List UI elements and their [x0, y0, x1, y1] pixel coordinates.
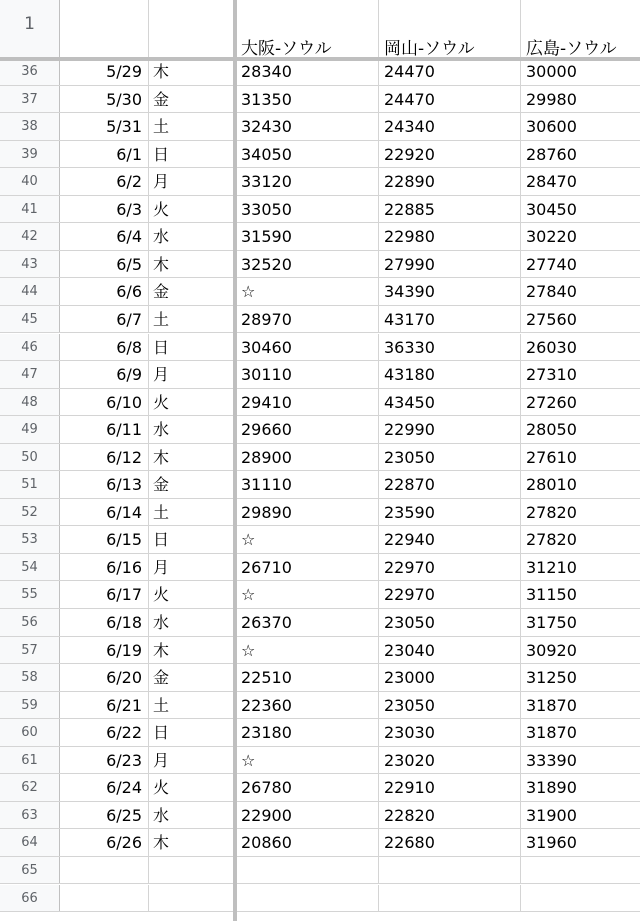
weekday-cell[interactable]: 木	[149, 444, 234, 471]
weekday-cell[interactable]: 木	[149, 251, 234, 278]
hiroshima-seoul-cell[interactable]: 30220	[526, 227, 577, 247]
weekday-cell[interactable]: 火	[149, 581, 234, 608]
okayama-seoul-cell[interactable]: 43170	[379, 306, 521, 333]
date-cell[interactable]: 6/14	[60, 499, 149, 526]
date-cell[interactable]: 6/9	[60, 361, 149, 388]
osaka-seoul-cell[interactable]: 32520	[237, 251, 379, 278]
date-cell[interactable]: 6/4	[60, 223, 149, 250]
table-row	[0, 609, 640, 637]
okayama-seoul-cell[interactable]: 22970	[379, 581, 521, 608]
weekday-cell[interactable]: 火	[149, 774, 234, 801]
osaka-seoul-cell[interactable]: ☆	[237, 278, 379, 305]
row-number[interactable]: 64	[0, 829, 60, 856]
hiroshima-seoul-cell[interactable]: 30450	[526, 199, 577, 219]
weekday-cell[interactable]: 月	[149, 554, 234, 581]
hiroshima-seoul-cell[interactable]: 31870	[526, 723, 577, 743]
hiroshima-seoul-cell[interactable]: 28050	[526, 420, 577, 440]
date-cell[interactable]: 6/7	[60, 306, 149, 333]
okayama-seoul-cell[interactable]: 43180	[379, 361, 521, 388]
header-cell-osaka-seoul[interactable]: 大阪-ソウル	[237, 0, 379, 57]
row-number[interactable]: 53	[0, 526, 60, 553]
row-number[interactable]: 65	[0, 857, 60, 884]
okayama-seoul-cell[interactable]: 22680	[379, 829, 521, 856]
okayama-seoul-cell[interactable]: 22990	[379, 416, 521, 443]
date-cell[interactable]: 6/5	[60, 251, 149, 278]
weekday-cell[interactable]: 木	[149, 637, 234, 664]
date-cell[interactable]: 6/11	[60, 416, 149, 443]
row-number[interactable]: 37	[0, 86, 60, 113]
weekday-cell[interactable]: 木	[149, 829, 234, 856]
date-cell[interactable]: 6/3	[60, 196, 149, 223]
row-number[interactable]: 59	[0, 692, 60, 719]
weekday-cell[interactable]: 火	[149, 196, 234, 223]
date-cell[interactable]: 6/26	[60, 829, 149, 856]
table-row	[0, 196, 640, 224]
osaka-seoul-cell[interactable]: 26780	[237, 774, 379, 801]
weekday-cell[interactable]: 月	[149, 747, 234, 774]
row-number[interactable]: 63	[0, 802, 60, 829]
date-cell[interactable]: 6/19	[60, 637, 149, 664]
weekday-cell[interactable]: 火	[149, 389, 234, 416]
osaka-seoul-cell[interactable]: 28900	[237, 444, 379, 471]
osaka-seoul-cell[interactable]: 22360	[237, 692, 379, 719]
weekday-cell[interactable]: 土	[149, 499, 234, 526]
osaka-seoul-cell[interactable]: 22900	[237, 802, 379, 829]
weekday-cell[interactable]: 金	[149, 471, 234, 498]
osaka-seoul-cell[interactable]: ☆	[237, 581, 379, 608]
row-number[interactable]: 51	[0, 471, 60, 498]
okayama-seoul-cell[interactable]: 22885	[379, 196, 521, 223]
osaka-seoul-cell[interactable]: 29660	[237, 416, 379, 443]
table-row	[0, 444, 640, 472]
hiroshima-seoul-cell[interactable]: 33390	[526, 750, 577, 770]
weekday-cell[interactable]	[149, 857, 234, 884]
hiroshima-seoul-cell[interactable]	[521, 857, 640, 884]
header-cell-okayama-seoul[interactable]: 岡山-ソウル	[379, 0, 521, 57]
header-cell-weekday[interactable]	[149, 0, 234, 57]
weekday-cell[interactable]: 日	[149, 719, 234, 746]
osaka-seoul-cell[interactable]: 29890	[237, 499, 379, 526]
weekday-cell[interactable]: 月	[149, 168, 234, 195]
date-cell[interactable]: 6/6	[60, 278, 149, 305]
date-cell[interactable]	[60, 857, 149, 884]
date-cell[interactable]: 5/31	[60, 113, 149, 140]
weekday-cell[interactable]: 日	[149, 526, 234, 553]
hiroshima-seoul-cell[interactable]: 31250	[526, 668, 577, 688]
table-row	[0, 168, 640, 196]
table-row	[0, 58, 640, 86]
row-number[interactable]: 55	[0, 581, 60, 608]
hiroshima-seoul-cell[interactable]: 26030	[526, 337, 577, 357]
hiroshima-seoul-cell[interactable]: 30000	[526, 62, 577, 81]
osaka-seoul-cell[interactable]: 26710	[237, 554, 379, 581]
row-number[interactable]: 41	[0, 196, 60, 223]
okayama-seoul-cell[interactable]: 34390	[379, 278, 521, 305]
osaka-seoul-cell[interactable]: 28970	[237, 306, 379, 333]
osaka-seoul-cell[interactable]: 30110	[237, 361, 379, 388]
osaka-seoul-cell[interactable]: 29410	[237, 389, 379, 416]
row-number[interactable]: 56	[0, 609, 60, 636]
row-number[interactable]: 43	[0, 251, 60, 278]
hiroshima-seoul-cell[interactable]: 30600	[526, 117, 577, 137]
hiroshima-seoul-cell[interactable]: 31900	[526, 805, 577, 825]
okayama-seoul-cell[interactable]: 22940	[379, 526, 521, 553]
table-row	[0, 747, 640, 775]
hiroshima-seoul-cell[interactable]: 31150	[526, 585, 577, 605]
date-cell[interactable]: 6/17	[60, 581, 149, 608]
hiroshima-seoul-cell[interactable]: 27820	[526, 502, 577, 522]
hiroshima-seoul-cell[interactable]: 31210	[526, 557, 577, 577]
osaka-seoul-cell[interactable]: ☆	[237, 747, 379, 774]
osaka-seoul-cell[interactable]: 28340	[237, 58, 379, 85]
osaka-seoul-cell[interactable]	[237, 857, 379, 884]
row-number[interactable]: 61	[0, 747, 60, 774]
row-number[interactable]: 36	[0, 58, 60, 85]
date-cell[interactable]: 6/25	[60, 802, 149, 829]
table-row	[0, 416, 640, 444]
osaka-seoul-cell[interactable]: 30460	[237, 334, 379, 361]
osaka-seoul-cell[interactable]: 34050	[237, 141, 379, 168]
okayama-seoul-cell[interactable]: 36330	[379, 334, 521, 361]
date-cell[interactable]: 6/10	[60, 389, 149, 416]
row-number[interactable]: 50	[0, 444, 60, 471]
hiroshima-seoul-cell[interactable]: 28010	[526, 475, 577, 495]
hiroshima-seoul-cell[interactable]: 31750	[526, 613, 577, 632]
okayama-seoul-cell[interactable]: 24340	[379, 113, 521, 140]
okayama-seoul-cell[interactable]: 22820	[379, 802, 521, 829]
date-cell[interactable]: 6/24	[60, 774, 149, 801]
date-cell[interactable]	[60, 885, 149, 912]
table-row	[0, 554, 640, 582]
table-row	[0, 306, 640, 334]
row-number[interactable]: 60	[0, 719, 60, 746]
table-row	[0, 802, 640, 830]
table-row	[0, 581, 640, 609]
okayama-seoul-cell[interactable]	[379, 857, 521, 884]
osaka-seoul-cell[interactable]: ☆	[237, 637, 379, 664]
row-number[interactable]: 57	[0, 637, 60, 664]
osaka-seoul-cell[interactable]: 31350	[237, 86, 379, 113]
header-row	[0, 0, 640, 58]
okayama-seoul-cell[interactable]: 23030	[379, 719, 521, 746]
weekday-cell[interactable]: 水	[149, 609, 234, 636]
row-number[interactable]: 52	[0, 499, 60, 526]
weekday-cell[interactable]: 水	[149, 802, 234, 829]
hiroshima-seoul-cell[interactable]: 27310	[526, 365, 577, 385]
osaka-seoul-cell[interactable]: 23180	[237, 719, 379, 746]
hiroshima-seoul-cell[interactable]: 27560	[526, 309, 577, 329]
date-cell[interactable]: 6/2	[60, 168, 149, 195]
weekday-cell[interactable]	[149, 885, 234, 912]
date-cell[interactable]: 5/30	[60, 86, 149, 113]
row-number[interactable]: 49	[0, 416, 60, 443]
weekday-cell[interactable]: 木	[149, 58, 234, 85]
weekday-cell[interactable]: 土	[149, 113, 234, 140]
okayama-seoul-cell[interactable]: 22970	[379, 554, 521, 581]
date-cell[interactable]: 6/20	[60, 664, 149, 691]
table-row	[0, 223, 640, 251]
okayama-seoul-cell[interactable]: 23050	[379, 692, 521, 719]
okayama-seoul-cell[interactable]: 23000	[379, 664, 521, 691]
osaka-seoul-cell[interactable]: 26370	[237, 609, 379, 636]
hiroshima-seoul-cell[interactable]: 27820	[526, 530, 577, 550]
date-cell[interactable]: 6/22	[60, 719, 149, 746]
hiroshima-seoul-cell[interactable]: 31890	[526, 778, 577, 798]
okayama-seoul-cell[interactable]	[379, 885, 521, 912]
row-number[interactable]: 44	[0, 278, 60, 305]
date-cell[interactable]: 6/21	[60, 692, 149, 719]
table-row	[0, 86, 640, 114]
date-cell[interactable]: 5/29	[60, 58, 149, 85]
osaka-seoul-cell[interactable]: 31110	[237, 471, 379, 498]
okayama-seoul-cell[interactable]: 24470	[379, 58, 521, 85]
table-row	[0, 141, 640, 169]
frozen-column-divider[interactable]	[233, 0, 237, 921]
row-number[interactable]: 62	[0, 774, 60, 801]
table-row	[0, 774, 640, 802]
weekday-cell[interactable]: 日	[149, 141, 234, 168]
osaka-seoul-cell[interactable]: 33050	[237, 196, 379, 223]
okayama-seoul-cell[interactable]: 22870	[379, 471, 521, 498]
date-cell[interactable]: 6/15	[60, 526, 149, 553]
okayama-seoul-cell[interactable]: 22890	[379, 168, 521, 195]
table-row	[0, 499, 640, 527]
okayama-seoul-cell[interactable]: 23020	[379, 747, 521, 774]
table-row	[0, 334, 640, 362]
table-row	[0, 719, 640, 747]
date-cell[interactable]: 6/8	[60, 334, 149, 361]
row-number[interactable]: 48	[0, 389, 60, 416]
hiroshima-seoul-cell[interactable]: 28760	[526, 144, 577, 164]
okayama-seoul-cell[interactable]: 27990	[379, 251, 521, 278]
weekday-cell[interactable]: 金	[149, 278, 234, 305]
hiroshima-seoul-cell[interactable]: 28470	[526, 172, 577, 192]
table-row	[0, 857, 640, 885]
date-cell[interactable]: 6/23	[60, 747, 149, 774]
osaka-seoul-cell[interactable]: 22510	[237, 664, 379, 691]
table-row	[0, 692, 640, 720]
weekday-cell[interactable]: 金	[149, 86, 234, 113]
table-row	[0, 113, 640, 141]
osaka-seoul-cell[interactable]: ☆	[237, 526, 379, 553]
row-number[interactable]: 1	[0, 0, 60, 57]
okayama-seoul-cell[interactable]: 22980	[379, 223, 521, 250]
table-row	[0, 471, 640, 499]
okayama-seoul-cell[interactable]: 23590	[379, 499, 521, 526]
row-number[interactable]: 54	[0, 554, 60, 581]
table-row	[0, 637, 640, 665]
hiroshima-seoul-cell[interactable]: 30920	[526, 640, 577, 660]
weekday-cell[interactable]: 金	[149, 664, 234, 691]
okayama-seoul-cell[interactable]: 22910	[379, 774, 521, 801]
weekday-cell[interactable]: 水	[149, 223, 234, 250]
table-row	[0, 251, 640, 279]
table-row	[0, 361, 640, 389]
weekday-cell[interactable]: 土	[149, 692, 234, 719]
hiroshima-seoul-cell[interactable]: 27610	[526, 447, 577, 467]
row-number[interactable]: 58	[0, 664, 60, 691]
date-cell[interactable]: 6/1	[60, 141, 149, 168]
table-row	[0, 829, 640, 857]
osaka-seoul-cell[interactable]	[237, 885, 379, 912]
frozen-row-divider[interactable]	[0, 57, 640, 61]
row-number[interactable]: 38	[0, 113, 60, 140]
row-number[interactable]: 39	[0, 141, 60, 168]
row-number[interactable]: 42	[0, 223, 60, 250]
okayama-seoul-cell[interactable]: 24470	[379, 86, 521, 113]
hiroshima-seoul-cell[interactable]: 31960	[526, 833, 577, 853]
header-cell-hiroshima-seoul[interactable]: 広島-ソウル	[526, 39, 617, 57]
osaka-seoul-cell[interactable]: 20860	[237, 829, 379, 856]
hiroshima-seoul-cell[interactable]: 27740	[526, 254, 577, 274]
hiroshima-seoul-cell[interactable]: 27840	[526, 282, 577, 302]
table-row	[0, 389, 640, 417]
row-number[interactable]: 40	[0, 168, 60, 195]
date-cell[interactable]: 6/18	[60, 609, 149, 636]
table-row	[0, 278, 640, 306]
weekday-cell[interactable]: 水	[149, 416, 234, 443]
okayama-seoul-cell[interactable]: 43450	[379, 389, 521, 416]
osaka-seoul-cell[interactable]: 31590	[237, 223, 379, 250]
hiroshima-seoul-cell[interactable]	[521, 885, 640, 912]
header-cell-date[interactable]	[60, 0, 149, 57]
hiroshima-seoul-cell[interactable]: 27260	[526, 392, 577, 412]
date-cell[interactable]: 6/12	[60, 444, 149, 471]
okayama-seoul-cell[interactable]: 23040	[379, 637, 521, 664]
weekday-cell[interactable]: 日	[149, 334, 234, 361]
hiroshima-seoul-cell[interactable]: 29980	[526, 89, 577, 109]
weekday-cell[interactable]: 月	[149, 361, 234, 388]
okayama-seoul-cell[interactable]: 23050	[379, 609, 521, 636]
date-cell[interactable]: 6/13	[60, 471, 149, 498]
row-number[interactable]: 47	[0, 361, 60, 388]
okayama-seoul-cell[interactable]: 23050	[379, 444, 521, 471]
date-cell[interactable]: 6/16	[60, 554, 149, 581]
row-number[interactable]: 66	[0, 885, 60, 912]
weekday-cell[interactable]: 土	[149, 306, 234, 333]
table-row	[0, 526, 640, 554]
table-row	[0, 664, 640, 692]
okayama-seoul-cell[interactable]: 22920	[379, 141, 521, 168]
table-row	[0, 885, 640, 913]
hiroshima-seoul-cell[interactable]: 31870	[526, 695, 577, 715]
osaka-seoul-cell[interactable]: 32430	[237, 113, 379, 140]
row-number[interactable]: 46	[0, 334, 60, 361]
osaka-seoul-cell[interactable]: 33120	[237, 168, 379, 195]
row-number[interactable]: 45	[0, 306, 60, 333]
